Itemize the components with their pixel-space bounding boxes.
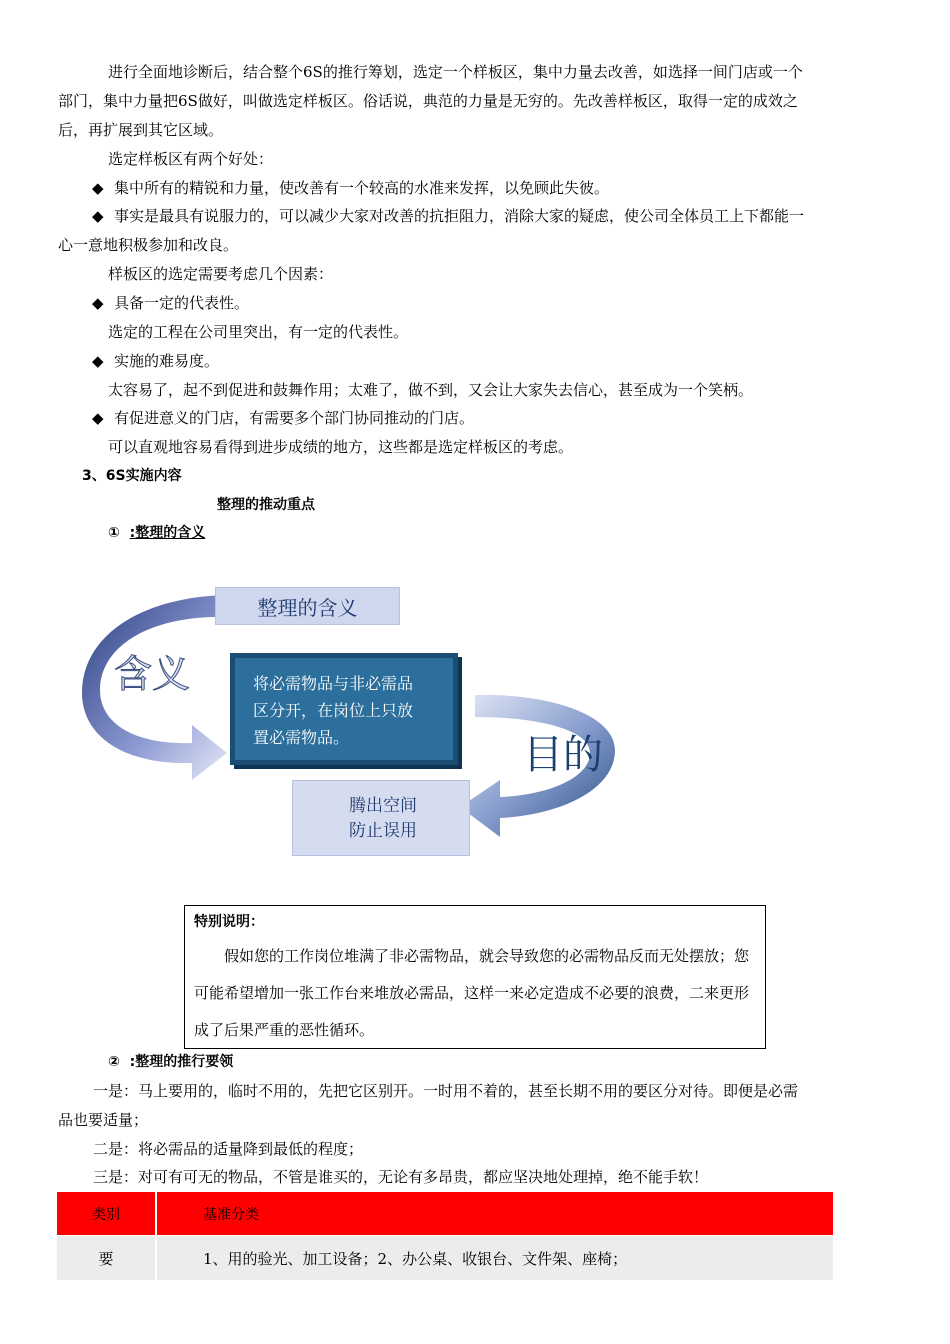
definition-box — [230, 653, 458, 765]
bullet-text: 事实是最具有说服力的，可以减少大家对改善的抗拒阻力，消除大家的疑虑，使公司全体员工上下都能一 — [114, 207, 805, 225]
circled-number: ① — [108, 525, 120, 541]
step-line: 三是：对可有可无的物品，不管是谁买的，无论有多昂贵，都应坚决地处理掉，绝不能手软！ — [93, 1168, 709, 1186]
header-category: 类别 — [57, 1192, 156, 1236]
definition-line: 区分开，在岗位上只放 — [253, 701, 414, 720]
note-title: 特别说明： — [194, 914, 264, 930]
header-criteria: 基准分类 — [156, 1192, 833, 1236]
diamond-bullet-icon: ◆ — [92, 294, 104, 312]
sub-heading: 整理的推动重点 — [217, 497, 315, 513]
purpose-arrow-label: 目的 — [523, 732, 603, 778]
table-header-row — [57, 1192, 833, 1236]
step-line: 品也要适量； — [58, 1111, 149, 1129]
bullet-text: 具备一定的代表性。 — [114, 294, 250, 312]
definition-line: 置必需物品。 — [253, 728, 350, 747]
bullet-item — [92, 408, 474, 428]
paragraph-line: 样板区的选定需要考虑几个因素： — [108, 265, 334, 283]
bullet-text: 实施的难易度。 — [114, 352, 220, 370]
paragraph-line: 选定样板区有两个好处： — [108, 150, 274, 168]
bullet-item — [92, 293, 249, 313]
paragraph-line: 进行全面地诊断后，结合整个6S的推行筹划，选定一个样板区，集中力量去改善，如选择一间门店或一个 — [108, 63, 803, 81]
purpose-box — [292, 780, 470, 856]
item-heading-1 — [108, 523, 205, 543]
note-body: 假如您的工作岗位堆满了非必需物品，就会导致您的必需物品反而无处摆放；您可能希望增加一张工作台来堆放必需品，这样一来必定造成不必要的浪费，二来更形成了后果严重的恶性循环。 — [194, 947, 750, 1039]
table-row — [57, 1236, 833, 1281]
paragraph-line: 选定的工程在公司里突出，有一定的代表性。 — [108, 323, 409, 341]
meaning-arrow-label: 含义 — [114, 652, 191, 696]
diamond-bullet-icon: ◆ — [92, 352, 104, 370]
special-note-box — [184, 905, 766, 1049]
paragraph-line: 后，再扩展到其它区域。 — [58, 121, 224, 139]
diagram-title-box: 整理的含义 — [215, 587, 400, 625]
bullet-text: 有促进意义的门店，有需要多个部门协同推动的门店。 — [114, 409, 475, 427]
paragraph-line: 心一意地积极参加和改良。 — [58, 236, 239, 254]
definition-line: 将必需物品与非必需品 — [253, 674, 414, 693]
paragraph-line: 部门，集中力量把6S做好，叫做选定样板区。俗话说，典范的力量是无穷的。先改善样板区，取得一定的成效之 — [58, 92, 798, 110]
bullet-text: 集中所有的精锐和力量，使改善有一个较高的水准来发挥，以免顾此失彼。 — [114, 179, 610, 197]
row-criteria: 1、用的验光、加工设备；2、办公桌、收银台、文件架、座椅； — [156, 1236, 833, 1281]
circled-number: ② — [108, 1054, 120, 1070]
paragraph-line: 太容易了，起不到促进和鼓舞作用；太难了，做不到，又会让大家失去信心，甚至成为一个笑柄。 — [108, 381, 754, 399]
meaning-diagram — [80, 575, 660, 865]
item-heading-2 — [108, 1052, 233, 1072]
row-category: 要 — [57, 1236, 156, 1281]
purpose-line: 腾出空间 — [349, 796, 417, 816]
step-line: 二是：将必需品的适量降到最低的程度； — [93, 1140, 364, 1158]
diamond-bullet-icon: ◆ — [92, 409, 104, 427]
item-heading-label: :整理的含义 — [129, 525, 206, 541]
paragraph-line: 可以直观地容易看得到进步成绩的地方，这些都是选定样板区的考虑。 — [108, 438, 574, 456]
bullet-item — [92, 351, 219, 371]
diamond-bullet-icon: ◆ — [92, 207, 104, 225]
classification-table — [57, 1192, 833, 1281]
item-heading-label: :整理的推行要领 — [129, 1054, 234, 1070]
bullet-item — [92, 206, 804, 226]
purpose-line: 防止误用 — [349, 821, 417, 841]
section-heading: 3、6S实施内容 — [82, 468, 182, 484]
bullet-item — [92, 178, 609, 198]
step-line: 一是：马上要用的，临时不用的，先把它区别开。一时用不着的，甚至长期不用的要区分对待。即便是必需 — [93, 1082, 799, 1100]
diamond-bullet-icon: ◆ — [92, 179, 104, 197]
